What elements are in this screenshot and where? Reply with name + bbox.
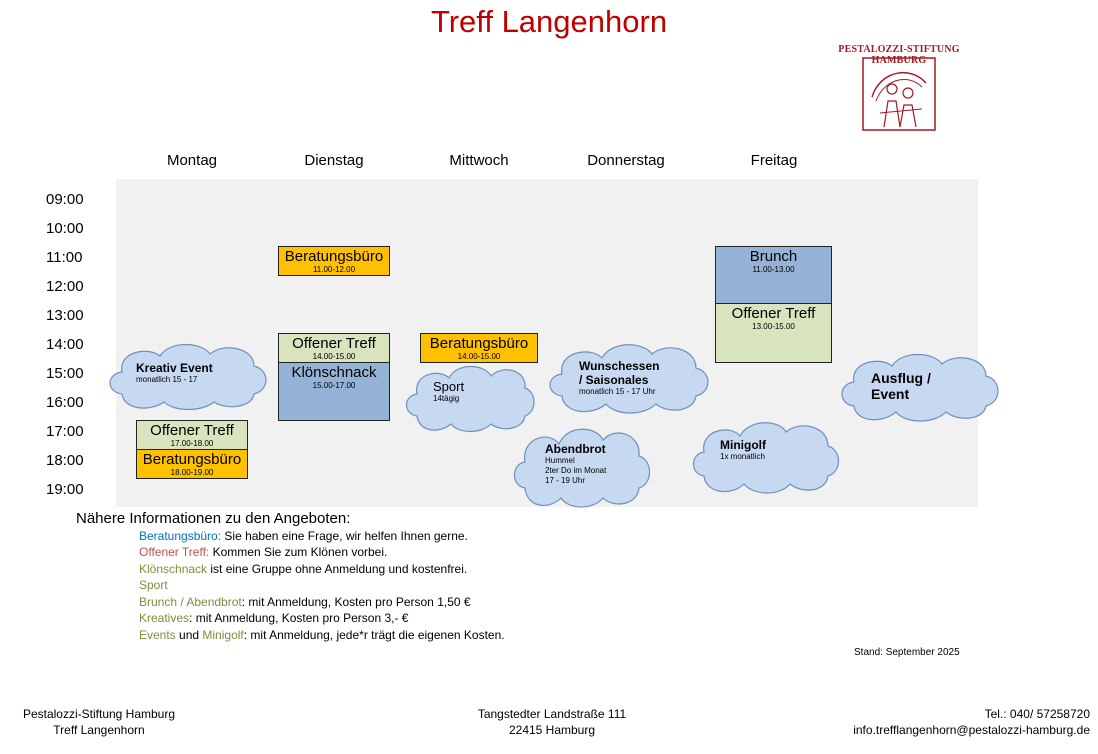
cloud-subtitle: 2ter Do im Monat [545, 466, 607, 475]
cloud-title: Ausflug / [871, 370, 931, 386]
page-title: Treff Langenhorn [430, 4, 668, 39]
info-text: : mit Anmeldung, jede*r trägt die eigenen Kosten. [243, 628, 505, 642]
cloud-ausflug-event [836, 348, 1002, 424]
time-label: 14:00 [46, 336, 84, 353]
cloud-minigolf [688, 416, 844, 496]
info-heading: Nähere Informationen zu den Angeboten: [76, 510, 351, 527]
day-friday: Freitag [750, 152, 798, 169]
cloud-icon [688, 416, 844, 496]
entry-wednesday-beratungsbuero [420, 333, 538, 363]
cloud-wunschessen [544, 338, 714, 416]
info-line-offener-treff [139, 545, 387, 559]
info-line-events [139, 628, 505, 642]
cloud-abendbrot [511, 422, 653, 510]
footer-street: Tangstedter Landstraße 111 [477, 707, 627, 721]
time-label: 12:00 [46, 278, 84, 295]
day-wednesday: Mittwoch [449, 152, 509, 169]
time-label: 13:00 [46, 307, 84, 324]
pestalozzi-logo [828, 44, 970, 134]
entry-time: 14.00-15.00 [312, 352, 356, 361]
entry-title: Beratungsbüro [429, 335, 529, 352]
entry-monday-offener-treff [136, 420, 248, 450]
cloud-title: Minigolf [720, 438, 766, 452]
cloud-subtitle: 1x monatlich [720, 452, 765, 461]
info-key: Offener Treff: [139, 545, 210, 559]
info-line-sport [139, 578, 168, 592]
footer-org: Pestalozzi-Stiftung Hamburg [22, 707, 176, 721]
logo-text: PESTALOZZI-STIFTUNG HAMBURG [838, 44, 960, 66]
entry-time: 14.00-15.00 [457, 352, 501, 361]
info-text: Sie haben eine Frage, wir helfen Ihnen gerne. [221, 529, 468, 543]
entry-tuesday-beratungsbuero [278, 246, 390, 276]
footer-left [14, 706, 184, 738]
day-thursday: Donnerstag [587, 152, 665, 169]
entry-tuesday-kloenschnack [278, 362, 390, 421]
info-key: Klönschnack [139, 562, 208, 576]
info-key: Events [139, 628, 176, 642]
time-label: 15:00 [46, 365, 84, 382]
info-key: Brunch / Abendbrot [139, 595, 242, 609]
info-line-kreatives [139, 611, 408, 625]
footer-right [790, 706, 1090, 738]
entry-title: Beratungsbüro [284, 248, 384, 265]
cloud-subtitle: monatlich 15 - 17 Uhr [579, 387, 656, 396]
stand-date: Stand: September 2025 [854, 647, 960, 658]
entry-friday-brunch [715, 246, 832, 304]
info-text: : mit Anmeldung, Kosten pro Person 3,- € [189, 611, 409, 625]
entry-time: 18.00-19.00 [170, 468, 214, 477]
cloud-subtitle: 14tägig [433, 394, 460, 403]
cloud-subtitle: Hummel [545, 456, 575, 465]
entry-friday-offener-treff [715, 303, 832, 363]
info-line-kloenschnack [139, 562, 467, 576]
cloud-title-line2: Event [871, 386, 910, 402]
info-key: Minigolf [202, 628, 244, 642]
info-text: ist eine Gruppe ohne Anmeldung und kostenfrei. [207, 562, 468, 576]
footer-city: 22415 Hamburg [508, 723, 596, 737]
footer-email[interactable]: info.trefflangenhorn@pestalozzi-hamburg.de [853, 723, 1090, 737]
cloud-subtitle: 17 - 19 Uhr [545, 476, 586, 485]
footer-center [452, 706, 652, 738]
entry-title: Beratungsbüro [142, 451, 242, 468]
cloud-subtitle: monatlich 15 - 17 [136, 375, 198, 384]
info-key: Beratungsbüro: [139, 529, 222, 543]
cloud-title-line2: / Saisonales [579, 373, 649, 387]
info-line-brunch [139, 595, 471, 609]
cloud-title: Wunschessen [579, 359, 660, 373]
entry-time: 15.00-17.00 [312, 381, 356, 390]
info-text: Kommen Sie zum Klönen vorbei. [209, 545, 388, 559]
time-label: 18:00 [46, 452, 84, 469]
info-key: Sport [139, 578, 168, 592]
time-label: 19:00 [46, 481, 84, 498]
info-text: und [175, 628, 203, 642]
info-line-beratung [139, 529, 468, 543]
cloud-title: Kreativ Event [136, 361, 213, 375]
time-label: 10:00 [46, 220, 84, 237]
entry-time: 17.00-18.00 [170, 439, 214, 448]
cloud-title: Abendbrot [545, 442, 606, 456]
entry-tuesday-offener-treff [278, 333, 390, 363]
entry-title: Klönschnack [291, 364, 377, 381]
info-key: Kreatives [139, 611, 190, 625]
logo-emblem-icon [862, 57, 936, 131]
entry-time: 11.00-13.00 [752, 265, 795, 274]
time-label: 17:00 [46, 423, 84, 440]
entry-time: 11.00-12.00 [312, 265, 356, 274]
info-text: : mit Anmeldung, Kosten pro Person 1,50 € [241, 595, 471, 609]
footer-site: Treff Langenhorn [53, 723, 145, 737]
time-label: 11:00 [46, 249, 83, 266]
entry-title: Brunch [749, 248, 798, 265]
entry-monday-beratungsbuero [136, 449, 248, 479]
entry-title: Offener Treff [731, 305, 816, 322]
day-monday: Montag [166, 152, 218, 169]
time-label: 16:00 [46, 394, 84, 411]
day-tuesday: Dienstag [304, 152, 364, 169]
entry-title: Offener Treff [292, 335, 376, 352]
entry-time: 13.00-15.00 [752, 322, 795, 331]
time-label: 09:00 [46, 191, 84, 208]
footer-phone: Tel.: 040/ 57258720 [984, 707, 1090, 721]
cloud-kreativ-event [104, 338, 272, 412]
entry-title: Offener Treff [150, 422, 234, 439]
cloud-title: Sport [433, 379, 465, 394]
